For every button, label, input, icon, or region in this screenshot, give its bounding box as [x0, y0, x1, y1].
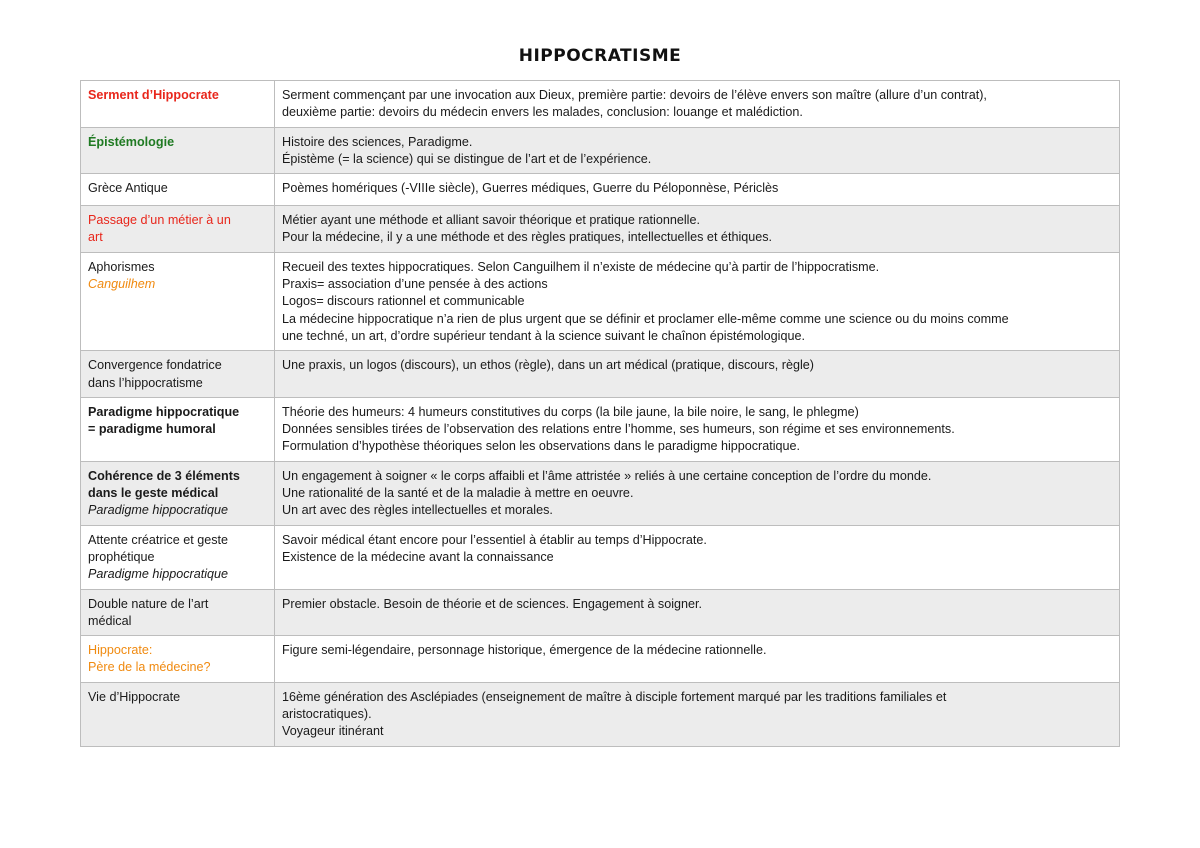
table-row: [81, 682, 1120, 746]
row-key-text: Grèce Antique: [88, 181, 168, 196]
row-value-text: Histoire des sciences, Paradigme.: [282, 134, 473, 149]
row-value-text: Logos= discours rationnel et communicable: [282, 294, 525, 309]
table-row: [81, 351, 1120, 398]
row-value: [275, 206, 1120, 253]
row-key-text: = paradigme humoral: [88, 422, 216, 437]
row-key: [81, 525, 275, 589]
row-value: [275, 636, 1120, 683]
row-value-text: Données sensibles tirées de l’observation des relations entre l’homme, ses humeurs, son régime et ses environnements.: [282, 422, 955, 437]
row-value: [275, 525, 1120, 589]
row-value-text: Praxis= association d’une pensée à des actions: [282, 277, 548, 292]
row-value-text: Existence de la médecine avant la connaissance: [282, 549, 554, 564]
content-table: [80, 80, 1120, 747]
row-key: [81, 252, 275, 350]
row-key-text: Convergence fondatrice: [88, 358, 222, 373]
table-row: [81, 206, 1120, 253]
row-key: [81, 461, 275, 525]
row-key-text: Hippocrate:: [88, 643, 153, 658]
row-key-text: Serment d’Hippocrate: [88, 88, 219, 102]
table-row: [81, 81, 1120, 128]
row-value-text: aristocratiques).: [282, 707, 372, 722]
row-value-text: Savoir médical étant encore pour l’essentiel à établir au temps d’Hippocrate.: [282, 532, 707, 547]
row-value-text: Recueil des textes hippocratiques. Selon Canguilhem il n’existe de médecine qu’à partir de l’hippocratisme.: [282, 259, 880, 274]
row-value: [275, 81, 1120, 128]
row-value-text: Épistème (= la science) qui se distingue de l’art et de l’expérience.: [282, 151, 652, 166]
row-value: [275, 351, 1120, 398]
table-row: [81, 636, 1120, 683]
row-key: [81, 127, 275, 174]
row-key-text: Père de la médecine?: [88, 660, 211, 675]
row-value-text: 16ème génération des Asclépiades (enseignement de maître à disciple fortement marqué par les traditions familiales et: [282, 689, 947, 704]
row-value-text: Théorie des humeurs: 4 humeurs constitutives du corps (la bile jaune, la bile noire, le sang, le phlegme): [282, 404, 859, 419]
row-value: [275, 682, 1120, 746]
table-row: [81, 252, 1120, 350]
row-key-text: prophétique: [88, 549, 155, 564]
row-key-text: Épistémologie: [88, 134, 175, 149]
row-key-text: Paradigme hippocratique: [88, 503, 229, 518]
row-value: [275, 127, 1120, 174]
row-value-text: Métier ayant une méthode et alliant savoir théorique et pratique rationnelle.: [282, 213, 700, 228]
row-key: [81, 206, 275, 253]
row-key-text: Passage d’un métier à un: [88, 213, 231, 228]
row-value-text: Voyageur itinérant: [282, 724, 384, 739]
row-key-text: dans l’hippocratisme: [88, 375, 203, 390]
row-value: [275, 461, 1120, 525]
row-value-text: Une rationalité de la santé et de la maladie à mettre en oeuvre.: [282, 486, 634, 501]
row-key-text: Cohérence de 3 éléments: [88, 468, 240, 483]
row-key-text: art: [88, 230, 103, 245]
row-value: [275, 252, 1120, 350]
row-value-text: Un engagement à soigner « le corps affaibli et l’âme attristée » reliés à une certaine conception de l’ordre du monde.: [282, 468, 932, 483]
row-value-text: Pour la médecine, il y a une méthode et des règles pratiques, intellectuelles et éthiques.: [282, 230, 773, 245]
table-row: [81, 174, 1120, 206]
row-key: [81, 589, 275, 636]
row-value: [275, 589, 1120, 636]
row-value-text: Une praxis, un logos (discours), un ethos (règle), dans un art médical (pratique, discours, règle): [282, 358, 814, 373]
row-key-text: dans le geste médical: [88, 486, 219, 501]
row-key-text: Vie d’Hippocrate: [88, 689, 181, 704]
row-key-text: Paradigme hippocratique: [88, 567, 229, 582]
row-value-text: Poèmes homériques (-VIIIe siècle), Guerres médiques, Guerre du Péloponnèse, Périclès: [282, 181, 779, 196]
row-key: [81, 174, 275, 206]
row-key: [81, 351, 275, 398]
row-key: [81, 397, 275, 461]
page-title: HIPPOCRATISME: [518, 46, 682, 66]
row-value-text: Un art avec des règles intellectuelles et morales.: [282, 503, 553, 518]
table-row: [81, 397, 1120, 461]
row-value-text: La médecine hippocratique n’a rien de plus urgent que se définir et proclamer elle-même comme une science ou du moins comme: [282, 311, 1009, 326]
row-value-text: une techné, un art, d’ordre supérieur tendant à la science suivant le chaînon épistémologique.: [282, 328, 805, 343]
row-key: [81, 636, 275, 683]
row-value: [275, 397, 1120, 461]
table-row: [81, 127, 1120, 174]
row-value-text: Figure semi-légendaire, personnage historique, émergence de la médecine rationnelle.: [282, 643, 767, 658]
row-value-text: Serment commençant par une invocation aux Dieux, première partie: devoirs de l’élève envers son maître (allure d’un contrat),: [282, 88, 987, 102]
table-row: [81, 525, 1120, 589]
row-value-text: Premier obstacle. Besoin de théorie et de sciences. Engagement à soigner.: [282, 596, 703, 611]
row-key-text: Attente créatrice et geste: [88, 532, 229, 547]
row-key-text: médical: [88, 613, 132, 628]
row-key-text: Double nature de l’art: [88, 596, 209, 611]
row-key: [81, 81, 275, 128]
row-key-text: Paradigme hippocratique: [88, 404, 240, 419]
row-key-text: Canguilhem: [88, 277, 156, 292]
row-key: [81, 682, 275, 746]
table-row: [81, 589, 1120, 636]
row-value-text: deuxième partie: devoirs du médecin envers les malades, conclusion: louange et malédiction.: [282, 105, 803, 120]
row-value: [275, 174, 1120, 206]
row-key-text: Aphorismes: [88, 259, 155, 274]
row-value-text: Formulation d’hypothèse théoriques selon les observations dans le paradigme hippocratique.: [282, 439, 801, 454]
table-row: [81, 461, 1120, 525]
